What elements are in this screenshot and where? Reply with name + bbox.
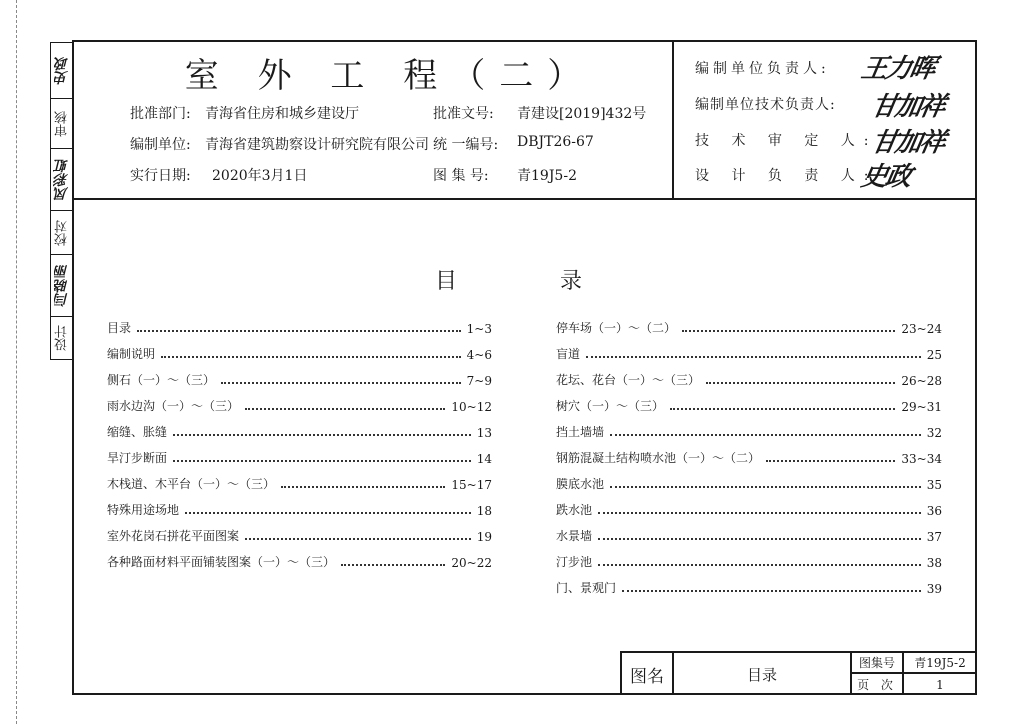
side-cell-text: 闫晓丽 xyxy=(54,264,70,307)
title-block-page-value: 1 xyxy=(936,677,944,692)
toc-item-page: 19 xyxy=(476,530,492,544)
toc-item-label: 门、景观门 xyxy=(556,581,617,595)
role-label-tech-head: 编制单位技术负责人: xyxy=(695,97,836,113)
title-block-atlas-label: 图集号 xyxy=(858,656,895,670)
toc-item-page: 10~12 xyxy=(451,400,492,414)
approval-dept-label: 批准部门: xyxy=(130,106,191,122)
toc-item-page: 35 xyxy=(926,478,942,492)
leader-dots xyxy=(137,330,461,332)
toc-item-label: 停车场（一）～（二） xyxy=(556,321,677,335)
page-title: 室 外 工 程（二） xyxy=(184,56,596,96)
side-cell-text: 凤彩虹 xyxy=(54,158,70,201)
toc-item-label: 室外花岗石拼花平面图案 xyxy=(107,529,240,543)
compiler-value: 青海省建筑勘察设计研究院有限公司 xyxy=(205,137,429,153)
header-bottom-line xyxy=(72,198,977,200)
side-cell-text: 设计 xyxy=(54,325,70,351)
leader-dots xyxy=(610,486,921,488)
toc-item[interactable] xyxy=(556,370,942,388)
toc-item-label: 挡土墙墙 xyxy=(556,425,605,439)
toc-item-label: 水景墙 xyxy=(556,529,593,543)
side-cell-signature-3 xyxy=(51,255,73,317)
role-label-unit-head: 编制单位负责人: xyxy=(695,61,830,77)
toc-item[interactable] xyxy=(107,474,492,492)
toc-item[interactable] xyxy=(556,318,942,336)
code-label: 统 一编号: xyxy=(433,137,499,153)
leader-dots xyxy=(766,460,895,462)
leader-dots xyxy=(622,590,921,592)
side-cell-review xyxy=(51,99,73,149)
toc-item-label: 编制说明 xyxy=(107,347,156,361)
toc-item-label: 钢筋混凝土结构喷水池（一）～（二） xyxy=(556,451,761,465)
signature-tech-head: 甘加祥 xyxy=(868,92,947,122)
toc-item[interactable] xyxy=(107,448,492,466)
binding-margin-line xyxy=(16,0,17,724)
leader-dots xyxy=(586,356,921,358)
leader-dots xyxy=(281,486,445,488)
toc-item[interactable] xyxy=(107,526,492,544)
toc-item[interactable] xyxy=(556,552,942,570)
toc-item-page: 37 xyxy=(926,530,942,544)
leader-dots xyxy=(185,512,471,514)
side-cell-text: 校对 xyxy=(54,219,70,246)
leader-dots xyxy=(221,382,461,384)
title-block-page-label: 页 次 xyxy=(857,678,897,692)
toc-item-page: 18 xyxy=(476,504,492,518)
leader-dots xyxy=(598,512,921,514)
role-label-reviewer: 技 术 审 定 人: xyxy=(695,133,878,149)
signature-design-lead: 史政 xyxy=(858,162,913,192)
toc-item[interactable] xyxy=(107,422,492,440)
title-block-atlas-value: 青19J5-2 xyxy=(914,656,966,670)
toc-item-page: 32 xyxy=(926,426,942,440)
toc-item-page: 25 xyxy=(926,348,942,362)
side-cell-design xyxy=(51,317,73,359)
toc-heading-left: 目 xyxy=(435,269,458,294)
toc-item-page: 1~3 xyxy=(466,322,492,336)
toc-item[interactable] xyxy=(556,578,942,596)
leader-dots xyxy=(341,564,445,566)
atlas-label: 图 集 号: xyxy=(433,168,489,184)
toc-item-label: 各种路面材料平面铺装图案（一）～（三） xyxy=(107,555,336,569)
side-signature-strip xyxy=(50,42,74,360)
toc-item[interactable] xyxy=(107,344,492,362)
toc-item-label: 汀步池 xyxy=(556,555,593,569)
leader-dots xyxy=(682,330,895,332)
toc-item[interactable] xyxy=(556,422,942,440)
toc-item-label: 树穴（一）～（三） xyxy=(556,399,665,413)
side-cell-signature-1 xyxy=(51,43,73,99)
toc-item[interactable] xyxy=(107,552,492,570)
toc-item[interactable] xyxy=(556,526,942,544)
toc-item-label: 跌水池 xyxy=(556,503,593,517)
toc-item-page: 26~28 xyxy=(901,374,942,388)
toc-item[interactable] xyxy=(556,448,942,466)
role-label-design-lead: 设 计 负 责 人: xyxy=(695,168,878,184)
toc-item-page: 23~24 xyxy=(901,322,942,336)
toc-item[interactable] xyxy=(556,500,942,518)
toc-item[interactable] xyxy=(107,318,492,336)
toc-item-label: 侧石（一）～（三） xyxy=(107,373,216,387)
toc-item-page: 33~34 xyxy=(901,452,942,466)
date-label: 实行日期: xyxy=(130,168,191,184)
leader-dots xyxy=(173,460,471,462)
toc-item-label: 缩缝、胀缝 xyxy=(107,425,168,439)
title-block-name-label: 图名 xyxy=(630,666,664,687)
leader-dots xyxy=(245,408,445,410)
signature-unit-head: 王力晖 xyxy=(858,54,937,84)
toc-item[interactable] xyxy=(556,396,942,414)
code-value: DBJT26-67 xyxy=(517,134,594,150)
toc-item[interactable] xyxy=(107,370,492,388)
toc-item-label: 旱汀步断面 xyxy=(107,451,168,465)
leader-dots xyxy=(598,538,921,540)
leader-dots xyxy=(245,538,471,540)
title-block-name-value: 目录 xyxy=(746,665,777,684)
leader-dots xyxy=(706,382,895,384)
toc-item-label: 花坛、花台（一）～（三） xyxy=(556,373,701,387)
toc-item-label: 雨水边沟（一）～（三） xyxy=(107,399,240,413)
side-cell-proofread xyxy=(51,211,73,255)
side-cell-text: 史政 xyxy=(54,56,70,85)
leader-dots xyxy=(610,434,921,436)
header-divider xyxy=(672,40,674,200)
date-value: 2020年3月1日 xyxy=(212,168,308,184)
toc-item-label: 木栈道、木平台（一）～（三） xyxy=(107,477,276,491)
toc-item-page: 4~6 xyxy=(466,348,492,362)
leader-dots xyxy=(161,356,461,358)
toc-heading-right: 录 xyxy=(560,269,583,294)
toc-item-label: 盲道 xyxy=(556,347,581,361)
toc-item-page: 13 xyxy=(476,426,492,440)
toc-item-label: 目录 xyxy=(107,321,132,335)
toc-item[interactable] xyxy=(556,474,942,492)
toc-item-page: 29~31 xyxy=(901,400,942,414)
toc-item[interactable] xyxy=(556,344,942,362)
approval-doc-value: 青建设[2019]432号 xyxy=(517,106,647,122)
atlas-value: 青19J5-2 xyxy=(517,168,577,184)
toc-item-page: 14 xyxy=(476,452,492,466)
toc-item-page: 15~17 xyxy=(451,478,492,492)
leader-dots xyxy=(670,408,895,410)
toc-item-page: 7~9 xyxy=(466,374,492,388)
toc-item-page: 39 xyxy=(926,582,942,596)
side-cell-text: 审核 xyxy=(54,110,70,137)
toc-item-page: 20~22 xyxy=(451,556,492,570)
leader-dots xyxy=(173,434,471,436)
toc-item-label: 特殊用途场地 xyxy=(107,503,180,517)
leader-dots xyxy=(598,564,921,566)
approval-doc-label: 批准文号: xyxy=(433,106,494,122)
toc-item-page: 38 xyxy=(926,556,942,570)
compiler-label: 编制单位: xyxy=(130,137,191,153)
toc-item[interactable] xyxy=(107,396,492,414)
toc-item-label: 膜底水池 xyxy=(556,477,605,491)
toc-item[interactable] xyxy=(107,500,492,518)
toc-item-page: 36 xyxy=(926,504,942,518)
signature-reviewer: 甘加祥 xyxy=(868,128,947,158)
side-cell-signature-2 xyxy=(51,149,73,211)
approval-dept-value: 青海省住房和城乡建设厅 xyxy=(205,106,359,122)
